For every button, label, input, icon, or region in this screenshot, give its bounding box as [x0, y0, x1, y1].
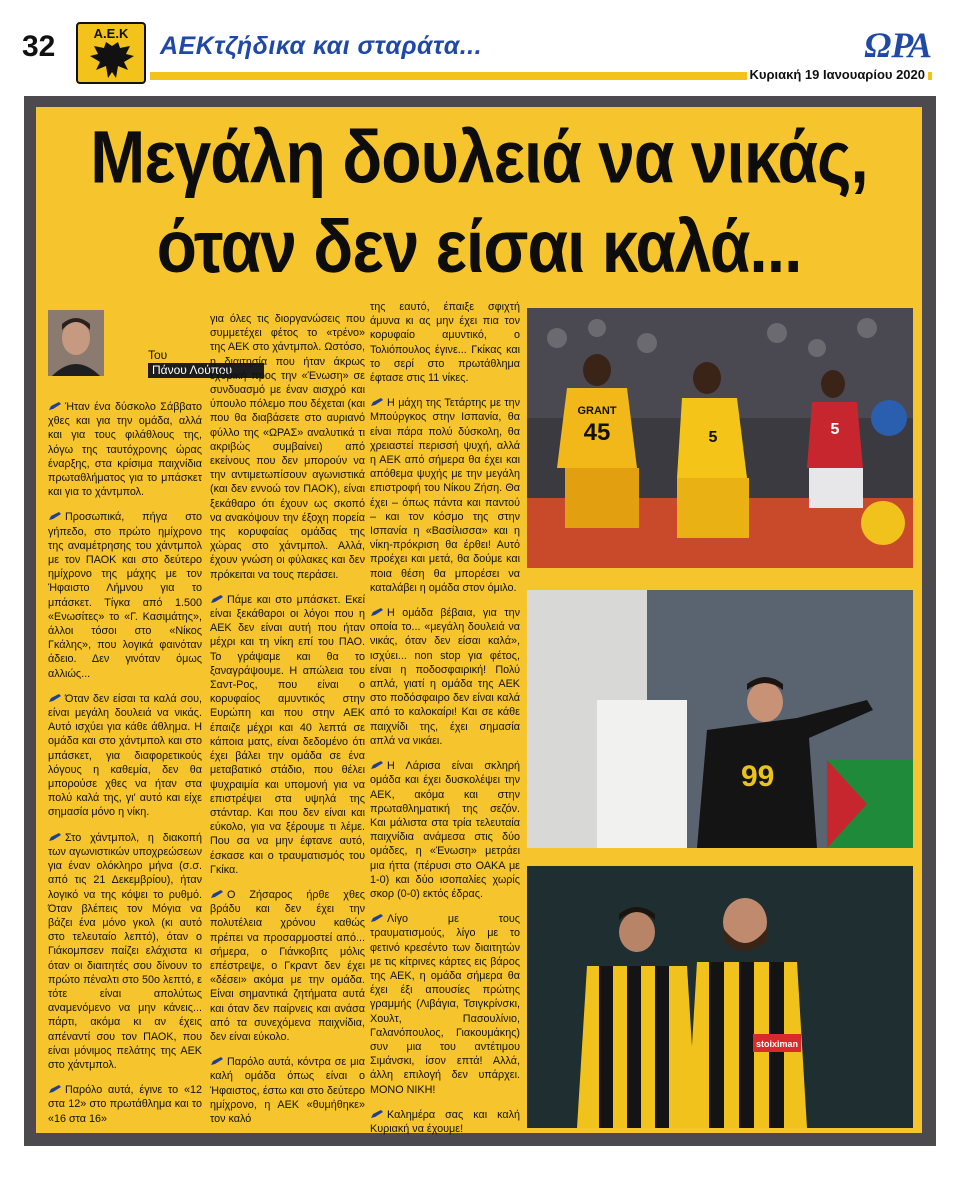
jersey-number-45: 45: [583, 419, 611, 446]
logo-text: Α.Ε.Κ: [93, 26, 129, 41]
paragraph: της εαυτό, έπαιξε σφιχτή άμυνα κι ας μην έχει πια τον κορυφαίο αμυντικό, ο Τολιόπουλος έγινε... Γκίκας και το σερί στο πρωτάθλημα έφτασε στις 11 νίκες.: [370, 301, 520, 385]
section-title: ΑΕΚτζήδικα και σταράτα...: [160, 32, 483, 60]
jersey-number-99: 99: [741, 760, 775, 793]
paragraph: Καλημέρα σας και καλή Κυριακή να έχουμε!: [370, 1108, 520, 1135]
paragraph: Παρόλο αυτά, κόντρα σε μια καλή ομάδα όπως είναι ο Ήφαιστος, έστω και στο δεύτερο ημίχρονο, η ΑΕΚ «θυμήθηκε» τον καλό: [210, 1056, 365, 1125]
paragraph: Η μάχη της Τετάρτης με την Μπούργκος στην Ισπανία, θα είναι πάρα πολύ δύσκολη, θα χρειαστεί περισσή ψυχή, αλλά η ΑΕΚ από σήμερα θα έχει και απόθεμα ψυχής με την μεγάλη επιστροφή του Νίκου Ζήση. Θα έχει – όπως πάντα και παντού – και τον κόσμο της στην Ισπανία η «Βασίλισσα» και η νίκη-πρόκριση θα έρθει! Αυτό προέχει και μετά, θα δούμε και ποια θέση θα μπορέσει να καταλάβει η ομάδα στον όμιλο.: [370, 397, 520, 594]
paragraph: Όταν δεν είσαι τα καλά σου, είναι μεγάλη δουλειά να νικάς. Αυτό ισχύει για κάθε άθλημα. Η ομάδα και στο χάντμπολ και στο μπάσκετ, για διαφορετικούς λόγους η καθεμία, δεν θα μπορούσε χθες να ήταν στα πολύ καλά της, γι' αυτό και είχε σημασία μόνο η νίκη.: [48, 692, 202, 819]
paragraph: Προσωπικά, πήγα στο γήπεδο, στο πρώτο ημίχρονο της αναμέτρησης του χάντμπολ με τον ΠΑΟΚ και στο δεύτερο ημίχρονο της μάχης με τον Ήφαιστο Λήμνου για το μπάσκετ. Τίγκα από 1.500 «Ενωσίτες» το «Γ. Κασιμάτης», άλλοι τόσοι στο «Νίκος Γκάλης», που λογικά φαινόταν άδειο. Δεν γινόταν όμως αλλιώς...: [48, 511, 202, 680]
author-portrait-icon: [48, 310, 104, 376]
basketball-players-image: [527, 308, 913, 568]
headline: [36, 112, 922, 291]
headline-line-2: όταν δεν είσαι καλά...: [156, 204, 802, 288]
byline: [48, 310, 233, 378]
pen-icon: [48, 1084, 62, 1094]
pen-icon: [48, 693, 62, 703]
paragraph: Ήταν ένα δύσκολο Σάββατο χθες και για την ομάδα, αλλά και για τους φιλάθλους της, λόγω της ταυτόχρονης ώρας έναρξης, στα κρίσιμα παιχνίδια πρωταθλήματος για το μπάσκετ και για το χάντμπολ.: [48, 401, 202, 499]
sponsor-logo: stoiximan: [755, 1039, 799, 1049]
paragraph: Πάμε και στο μπάσκετ. Εκεί είναι ξεκάθαροι οι λόγοι που η ΑΕΚ δεν είναι αυτή που ήταν μέχρι και τη νίκη επί του ΠΑΟ. Το γράψαμε και θα το ξαναγράψουμε. Η απώλεια του Σαντ-Ρος, που είναι ο κορυφαίος αμυντικός στην Ευρώπη και που στην ΑΕΚ έπαιζε μέχρι και 40 λεπτά σε κάποια ματς, είναι δεδομένο ότι έχει βάλει την ομάδα σε ένα μεταβατικό στάδιο, που θέλει ψυχραιμία και υπομονή για να επιστρέψει στα υψηλά της στάνταρ. Και που δεν είναι και εύκολο, για να ξέρουμε τι λέμε. Που σα να μην έφτανε αυτό, έσκασε και ο τραυματισμός του Γκίκα.: [210, 593, 365, 876]
basketball-photo: [527, 308, 913, 568]
football-players-photo: [527, 866, 913, 1128]
pen-icon: [48, 832, 62, 842]
issue-date: Κυριακή 19 Ιανουαρίου 2020: [747, 67, 929, 82]
pen-icon: [370, 1109, 384, 1119]
pen-icon: [370, 760, 384, 770]
text-column-3: [370, 300, 520, 1136]
masthead: [0, 0, 960, 90]
paragraph: Η ομάδα βέβαια, για την οποία το... «μεγάλη δουλειά να νικάς, όταν δεν είσαι καλά», ισχύει... non stop για φέτος, είναι η ποδοσφαιρική! Πολύ απλά, γιατί η ομάδα της ΑΕΚ στο ποδόσφαιρο δεν είναι καλά από το καλοκαίρι! Και σε κάθε παιχνίδι της, έχει σημασία απλά να νικάει.: [370, 607, 520, 747]
coach-photo: [527, 590, 913, 848]
pen-icon: [210, 1056, 224, 1066]
coach-pointing-image: [527, 590, 913, 848]
jersey-number-5: 5: [708, 429, 718, 446]
pen-icon: [370, 607, 384, 617]
newspaper-brand: ΩΡΑ: [864, 25, 932, 65]
paragraph: Ο Ζήσαρος ήρθε χθες βράδυ και δεν έχει την πολυτέλεια χρόνου καθώς πρέπει να προσαρμοστεί από... σήμερα, ο Γιάνκοβιτς μόλις επέστρεψε, ο Γκραντ δεν έχει «δέσει» ακόμα με την ομάδα. Είναι σημαντικά ζητήματα αυτά και όταν δεν παίρνεις και ανάσα από τα συνεχόμενα παιχνίδια, δεν είναι εύκολο.: [210, 888, 365, 1043]
author-photo: [48, 310, 104, 376]
page-number: 32: [22, 30, 56, 63]
paragraph: Παρόλο αυτά, έγινε το «12 στα 12» στο πρωτάθλημα και το «16 στα 16»: [48, 1084, 202, 1125]
pen-icon: [370, 397, 384, 407]
jersey-name-grant: GRANT: [577, 405, 617, 417]
double-headed-eagle-icon: [86, 40, 138, 82]
byline-label: Του: [148, 348, 168, 362]
paragraph: Η Λάρισα είναι σκληρή ομάδα και έχει δυσκολέψει την ΑΕΚ, ακόμα και στην πρωταθληματική της σεζόν. Και μάλιστα στα τρία τελευταία παιχνίδια ανάμεσα στις δύο ομάδες, η «Ένωση» μετράει μια ήττα (πέρυσι στο ΟΑΚΑ με 1-0) και δύο ισοπαλίες χωρίς σκορ (0-0) εκτός έδρας.: [370, 760, 520, 900]
pen-icon: [48, 511, 62, 521]
football-players-image: [527, 866, 913, 1128]
pen-icon: [48, 401, 62, 411]
text-column-2: [210, 312, 365, 1126]
headline-line-1: Μεγάλη δουλειά να νικάς,: [90, 115, 868, 199]
pen-icon: [370, 913, 384, 923]
byline-name: Πάνου Λούπου: [148, 363, 264, 378]
paragraph: Στο χάντμπολ, η διακοπή των αγωνιστικών υποχρεώσεων για έναν ολόκληρο μήνα (σ.σ. από τις 21 Δεκεμβρίου), ήταν λογικό να της κόψει το ρυθμό. Όταν βλέπεις τον Μόγια να βάζει ένα μόνο γκολ (κι αυτό στο τελευταίο λεπτό), όταν ο Γιάκομπσεν παίζει ελάχιστα κι όταν οι διαιτητές σου δίνουν το πρώτο πέναλτι στο 50ο λεπτό, ε τότε είναι απολύτως αναμενόμενο να μην κάνεις... πάρτι, ακόμα κι αν έχεις απέναντί σου τον ΠΑΟΚ, που είναι μόνιμος πελάτης της ΑΕΚ στο χάντμπολ.: [48, 831, 202, 1071]
text-column-1: [48, 400, 202, 1126]
pen-icon: [210, 594, 224, 604]
pen-icon: [210, 889, 224, 899]
aek-logo: [76, 22, 146, 84]
paragraph: για όλες τις διοργανώσεις που συμμετέχει φέτος το «τρένο» της ΑΕΚ στο χάντμπολ. Ωστόσο, η διαιτησία που ήταν άκρως εχθρική προς την «Ένωση» σε συνδυασμό με έναν αισχρό και ύπουλο πόλεμο που δέχεται (και που θα διαβάσετε στο αυριανό φύλλο της «ΩΡΑΣ» αναλυτικά τι ακριβώς συμβαίνει) από εκείνους που δεν μπορούν να την αντιμετωπίσουν αγωνιστικά (και δεν εννοώ τον ΠΑΟΚ), είναι ξεκάθαρο ότι έχουν ως σκοπό να ανακόψουν την έξοχη πορεία της κορυφαίας ομάδας της χώρας στο χάντμπολ. Αλλά, έχουν γνώση οι φύλακες και δεν πρόκειται να τους περάσει.: [210, 313, 365, 581]
opponent-jersey-number: 5: [830, 421, 840, 438]
paragraph: Λίγο με τους τραυματισμούς, λίγο με το φετινό κρεσέντο των διαιτητών με τις κίτρινες κάρτες εις βάρος της ΑΕΚ, η ομάδα σήμερα θα έχει έξι απουσίες πρώτης γραμμής (Λιβάγια, Τσιγκρίνσκι, Χουλτ, Πασουλίνιο, Γαλανόπουλος, Γιακουμάκης) συν μια του αντέτιμου Σιμάνσκι, ίσον επτά! Αλλά, άλλη επιλογή δεν υπάρχει. ΜΟΝΟ ΝΙΚΗ!: [370, 913, 520, 1096]
